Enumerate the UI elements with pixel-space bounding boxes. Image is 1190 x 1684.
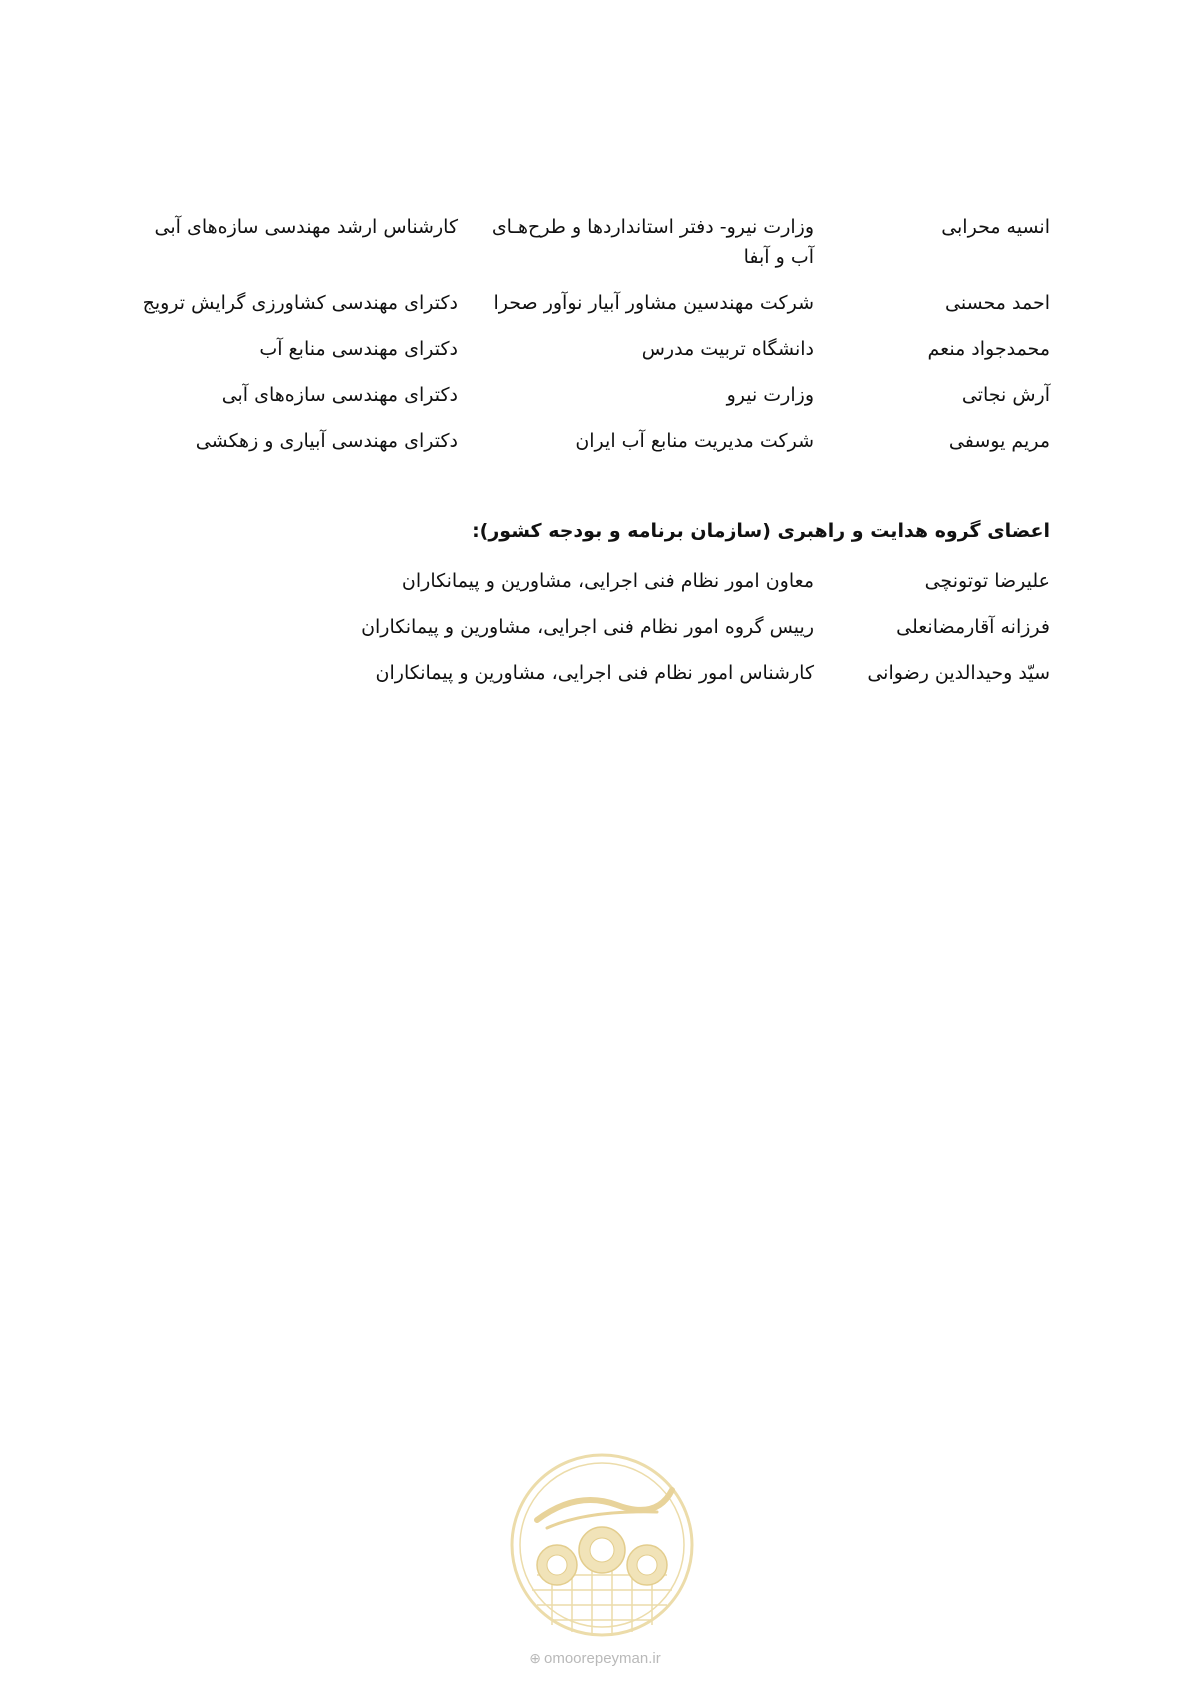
guide-role: معاون امور نظام فنی اجرایی، مشاورین و پیمانکاران [401,570,814,592]
member-org: وزارت نیرو [726,384,814,406]
watermark-logo [507,1450,697,1640]
member-name: انسیه محرابی [941,216,1050,238]
table-row [125,426,1050,472]
website-footer [0,1650,1190,1667]
globe-icon: ⊕ [529,1650,541,1666]
member-org: شرکت مدیریت منابع آب ایران [575,430,814,452]
guidance-heading: اعضای گروه هدایت و راهبری (سازمان برنامه و بودجه کشور): [472,520,1050,542]
member-degree: دکترای مهندسی سازه‌های آبی [221,384,458,406]
member-degree: دکترای مهندسی کشاورزی گرایش ترویج [142,292,458,314]
member-degree: دکترای مهندسی منابع آب [259,338,458,360]
table-row [125,566,1050,612]
guide-name: علیرضا توتونچی [924,570,1050,592]
website-url: omoorepeyman.ir [544,1650,661,1667]
member-degree: کارشناس ارشد مهندسی سازه‌های آبی [154,216,458,238]
members-table [125,212,1050,472]
member-name: مریم یوسفی [948,430,1050,452]
member-name: آرش نجاتی [961,384,1050,406]
member-org-text: وزارت نیرو- دفتر استانداردها و طرح‌هـای آب و آبفا [491,216,814,268]
member-org: شرکت مهندسین مشاور آبیار نوآور صحرا [493,292,814,314]
guidance-table [125,566,1050,704]
guide-name: سیّد وحیدالدین رضوانی [867,662,1050,684]
table-row [125,288,1050,334]
member-degree: دکترای مهندسی آبیاری و زهکشی [195,430,458,452]
member-org: دانشگاه تربیت مدرس [641,338,814,360]
member-name: احمد محسنی [945,292,1050,314]
table-row [125,658,1050,704]
member-name: محمدجواد منعم [927,338,1050,360]
table-row [125,334,1050,380]
table-row [125,212,1050,288]
table-row [125,380,1050,426]
member-org [458,212,814,288]
guide-name: فرزانه آقارمضانعلی [896,616,1050,638]
guide-role: کارشناس امور نظام فنی اجرایی، مشاورین و پیمانکاران [375,662,814,684]
table-row [125,612,1050,658]
guide-role: رییس گروه امور نظام فنی اجرایی، مشاورین و پیمانکاران [361,616,814,638]
